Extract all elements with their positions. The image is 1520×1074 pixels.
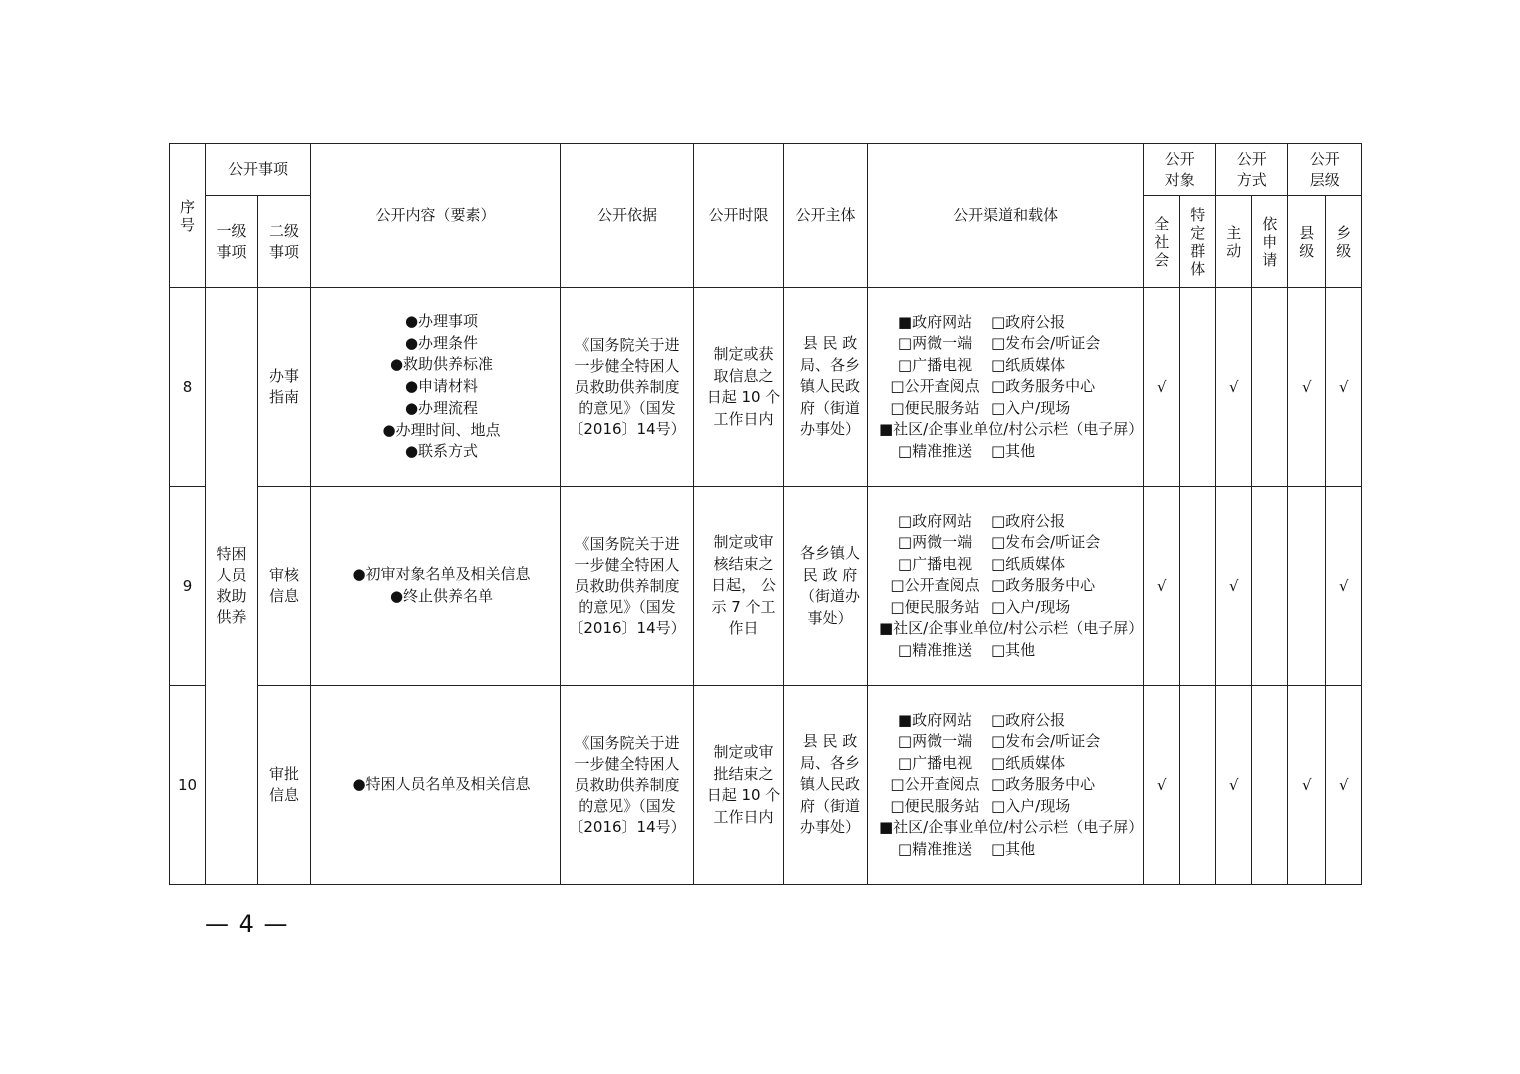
row-seq: 9: [170, 487, 206, 686]
header-char: 级: [1299, 241, 1315, 260]
row-subject: [784, 487, 868, 686]
text-line: （街道办: [799, 587, 860, 605]
channel-option: □纸质媒体: [991, 753, 1066, 772]
check-level-county: √: [1288, 686, 1326, 885]
channel-row: [879, 640, 1143, 662]
channel-option: □其他: [991, 839, 1036, 858]
check-method-active: √: [1216, 487, 1252, 686]
channel-option: □发布会/听证会: [991, 732, 1101, 751]
header-target-all-text: [1144, 215, 1179, 269]
check-level-county: √: [1288, 288, 1326, 487]
text-line: 二级: [268, 221, 299, 240]
channel-row: [879, 333, 1143, 355]
text-line: 信息: [268, 786, 299, 804]
check-target-all: √: [1144, 686, 1180, 885]
text-line: 一步健全特困人: [574, 555, 680, 574]
row-level2-text: [258, 764, 310, 806]
channel-option: □公开查阅点: [890, 576, 980, 595]
text-line: 《国务院关于进: [574, 534, 680, 553]
row-subject: [784, 288, 868, 487]
header-channel: 公开渠道和载体: [868, 144, 1144, 288]
header-target: [1144, 144, 1216, 196]
check-level-township: √: [1326, 686, 1362, 885]
text-line: ●救助供养标准: [389, 355, 494, 374]
text-line: 各乡镇人: [799, 544, 860, 562]
row-level2-text: [258, 366, 310, 408]
text-line: ●申请材料: [404, 377, 479, 396]
channel-row: [879, 511, 1143, 533]
text-line: 事项: [268, 242, 299, 261]
row-basis: [561, 487, 694, 686]
channel-row: [879, 774, 1143, 796]
channel-row: [879, 753, 1143, 775]
channel-option: □发布会/听证会: [991, 533, 1101, 552]
channel-option: □广播电视: [897, 554, 973, 573]
text-line: 层级: [1309, 170, 1340, 189]
header-level-text: [1288, 149, 1361, 191]
text-line: 方式: [1236, 170, 1267, 189]
row-deadline: [694, 686, 784, 885]
header-char: 乡: [1336, 223, 1352, 242]
text-line: 日起 10 个: [706, 786, 781, 804]
channel-option: ■社区/企事业单位/村公示栏（电子屏）: [879, 818, 1144, 837]
header-level1-text: [206, 221, 257, 263]
row-channels: [868, 288, 1144, 487]
row-seq: 8: [170, 288, 206, 487]
header-items: 公开事项: [206, 144, 311, 196]
row-deadline: [694, 288, 784, 487]
header-seq-text: [170, 198, 205, 234]
channel-option: □便民服务站: [890, 398, 980, 417]
header-level-township-text: [1326, 224, 1361, 260]
channel-row: [879, 597, 1143, 619]
channel-option: □纸质媒体: [991, 355, 1066, 374]
text-line: 一步健全特困人: [574, 356, 680, 375]
text-line: 审批: [268, 765, 299, 783]
header-char: 序: [179, 197, 195, 216]
text-line: 日起 10 个: [706, 388, 781, 406]
text-line: 制定或获: [713, 345, 774, 363]
text-line: 办事处）: [799, 818, 860, 837]
header-method-apply: [1252, 196, 1288, 288]
text-line: 府（街道: [799, 796, 860, 815]
header-char: 体: [1190, 259, 1206, 278]
channel-row: [879, 312, 1143, 334]
header-level: [1288, 144, 1362, 196]
text-line: 公开: [1309, 149, 1340, 168]
header-method-active: [1216, 196, 1252, 288]
channel-row: [879, 554, 1143, 576]
text-line: ●办理条件: [404, 333, 479, 352]
channel-option: □其他: [991, 640, 1036, 659]
channel-option: □政府网站: [897, 511, 973, 530]
header-char: 依: [1262, 214, 1278, 233]
header-char: 全: [1154, 214, 1170, 233]
channel-row: [879, 575, 1143, 597]
text-line: 府（街道: [799, 398, 860, 417]
page-number: — 4 —: [205, 910, 289, 938]
header-char: 主: [1226, 223, 1242, 242]
level1-item-text: [206, 544, 257, 628]
text-line: ●终止供养名单: [389, 587, 494, 605]
row-level2: [258, 487, 311, 686]
text-line: ●办理事项: [404, 312, 479, 331]
header-char: 号: [179, 215, 195, 234]
text-line: 信息: [268, 587, 299, 605]
channel-option: □便民服务站: [890, 796, 980, 815]
check-target-specific: [1180, 288, 1216, 487]
header-content: 公开内容（要素）: [311, 144, 561, 288]
row-content: [311, 686, 561, 885]
channel-option: □政府公报: [991, 710, 1066, 729]
text-line: 局、各乡: [799, 753, 860, 772]
channel-option: □纸质媒体: [991, 554, 1066, 573]
channel-option: □入户/现场: [991, 796, 1071, 815]
channel-option: □便民服务站: [890, 597, 980, 616]
check-method-apply: [1252, 288, 1288, 487]
text-line: 〔2016〕14号）: [568, 618, 686, 637]
channel-row: [879, 710, 1143, 732]
text-line: 办事: [268, 367, 299, 385]
header-char: 会: [1154, 250, 1170, 269]
channel-option: □广播电视: [897, 355, 973, 374]
text-line: 救助: [216, 587, 247, 605]
row-channels: [868, 686, 1144, 885]
text-line: 公开: [1236, 149, 1267, 168]
row-level2: [258, 686, 311, 885]
channel-option: □广播电视: [897, 753, 973, 772]
text-line: ●初审对象名单及相关信息: [352, 565, 531, 584]
text-line: 人员: [216, 566, 247, 584]
header-level-county-text: [1288, 224, 1325, 260]
text-line: 批结束之: [713, 764, 774, 783]
channel-option: □两微一端: [897, 334, 973, 353]
header-char: 级: [1336, 241, 1352, 260]
check-level-county: [1288, 487, 1326, 686]
text-line: 事处）: [807, 608, 853, 627]
text-line: 的意见》（国发: [578, 398, 676, 417]
text-line: 县 民 政: [802, 732, 858, 751]
text-line: 制定或审: [713, 533, 774, 552]
header-level2-text: [258, 221, 310, 263]
header-char: 申: [1262, 232, 1278, 251]
text-line: 县 民 政: [802, 334, 858, 353]
channel-option: □精准推送: [897, 441, 973, 460]
text-line: 工作日内: [713, 807, 774, 826]
text-line: 一级: [216, 221, 247, 240]
channel-option: □两微一端: [897, 732, 973, 751]
text-line: 事项: [216, 242, 247, 261]
row-level2-text: [258, 565, 310, 607]
text-line: 局、各乡: [799, 355, 860, 374]
header-method: [1216, 144, 1288, 196]
text-line: 员救助供养制度: [574, 775, 680, 794]
level1-item: [206, 288, 258, 885]
channel-option: □政府公报: [991, 312, 1066, 331]
text-line: 《国务院关于进: [574, 335, 680, 354]
header-char: 社: [1154, 232, 1170, 251]
channel-option: ■社区/企事业单位/村公示栏（电子屏）: [879, 420, 1144, 439]
table-row: [170, 487, 1362, 686]
text-line: 〔2016〕14号）: [568, 817, 686, 836]
row-channels: [868, 487, 1144, 686]
text-line: 核结束之: [713, 554, 774, 573]
check-target-all: √: [1144, 288, 1180, 487]
row-seq: 10: [170, 686, 206, 885]
text-line: ●特困人员名单及相关信息: [352, 775, 531, 794]
text-line: 一步健全特困人: [574, 754, 680, 773]
check-method-apply: [1252, 487, 1288, 686]
text-line: 的意见》（国发: [578, 597, 676, 616]
table-row: [170, 288, 1362, 487]
channel-row: [879, 796, 1143, 818]
channel-row: [879, 731, 1143, 753]
channel-option: □其他: [991, 441, 1036, 460]
header-method-apply-text: [1252, 215, 1287, 269]
text-line: 员救助供养制度: [574, 377, 680, 396]
channel-row: [879, 376, 1143, 398]
row-basis: [561, 686, 694, 885]
channel-option: □政务服务中心: [991, 775, 1096, 794]
header-char: 动: [1226, 241, 1242, 260]
text-line: 对象: [1164, 170, 1195, 189]
channel-row: [879, 839, 1143, 861]
text-line: 日起， 公: [711, 576, 776, 595]
text-line: 《国务院关于进: [574, 733, 680, 752]
header-method-text: [1216, 149, 1287, 191]
text-line: 示 7 个工: [711, 597, 776, 616]
text-line: 工作日内: [713, 409, 774, 428]
row-level2: [258, 288, 311, 487]
header-target-all: [1144, 196, 1180, 288]
header-char: 请: [1262, 250, 1278, 269]
row-content: [311, 487, 561, 686]
text-line: ●办理时间、地点: [382, 420, 501, 439]
channel-option: ■政府网站: [897, 710, 973, 729]
header-deadline: 公开时限: [694, 144, 784, 288]
disclosure-table: [169, 143, 1362, 885]
text-line: 的意见》（国发: [578, 796, 676, 815]
text-line: 审核: [268, 566, 299, 584]
check-target-specific: [1180, 686, 1216, 885]
table-row: [170, 686, 1362, 885]
channel-row: [879, 441, 1143, 463]
channel-option: □入户/现场: [991, 597, 1071, 616]
header-target-specific: [1180, 196, 1216, 288]
text-line: 镇人民政: [799, 377, 860, 396]
row-content: [311, 288, 561, 487]
channel-option: □入户/现场: [991, 398, 1071, 417]
channel-option: □两微一端: [897, 533, 973, 552]
text-line: 特困: [216, 545, 247, 563]
text-line: 作日: [728, 619, 759, 638]
header-level2: [258, 196, 311, 288]
header-char: 定: [1190, 223, 1206, 242]
channel-row: [879, 532, 1143, 554]
header-level1: [206, 196, 258, 288]
text-line: ●联系方式: [404, 442, 479, 461]
text-line: 员救助供养制度: [574, 576, 680, 595]
header-method-active-text: [1216, 224, 1251, 260]
header-char: 特: [1190, 205, 1206, 224]
channel-option: □发布会/听证会: [991, 334, 1101, 353]
text-line: 办事处）: [799, 420, 860, 439]
check-target-all: √: [1144, 487, 1180, 686]
header-basis: 公开依据: [561, 144, 694, 288]
channel-option: □精准推送: [897, 640, 973, 659]
header-char: 群: [1190, 241, 1206, 260]
channel-option: □政务服务中心: [991, 377, 1096, 396]
channel-option: □公开查阅点: [890, 377, 980, 396]
channel-option: □政务服务中心: [991, 576, 1096, 595]
check-method-apply: [1252, 686, 1288, 885]
check-method-active: √: [1216, 288, 1252, 487]
channel-option: □政府公报: [991, 511, 1066, 530]
channel-option: □精准推送: [897, 839, 973, 858]
check-level-township: √: [1326, 487, 1362, 686]
text-line: ●办理流程: [404, 398, 479, 417]
channel-option: ■政府网站: [897, 312, 973, 331]
row-subject: [784, 686, 868, 885]
channel-row: [879, 355, 1143, 377]
header-char: 县: [1299, 223, 1315, 242]
header-target-text: [1144, 149, 1215, 191]
text-line: 公开: [1164, 149, 1195, 168]
header-seq: [170, 144, 206, 288]
text-line: 民 政 府: [802, 565, 858, 584]
channel-option: ■社区/企事业单位/村公示栏（电子屏）: [879, 619, 1144, 638]
text-line: 供养: [216, 608, 247, 626]
check-method-active: √: [1216, 686, 1252, 885]
row-basis: [561, 288, 694, 487]
text-line: 〔2016〕14号）: [568, 419, 686, 438]
text-line: 制定或审: [713, 743, 774, 761]
row-deadline: [694, 487, 784, 686]
text-line: 取信息之: [713, 366, 774, 385]
header-level-county: [1288, 196, 1326, 288]
channel-row: [879, 398, 1143, 420]
header-level-township: [1326, 196, 1362, 288]
header-target-specific-text: [1180, 206, 1215, 278]
check-target-specific: [1180, 487, 1216, 686]
text-line: 镇人民政: [799, 775, 860, 794]
text-line: 指南: [268, 388, 299, 406]
check-level-township: √: [1326, 288, 1362, 487]
header-subject: 公开主体: [784, 144, 868, 288]
channel-option: □公开查阅点: [890, 775, 980, 794]
